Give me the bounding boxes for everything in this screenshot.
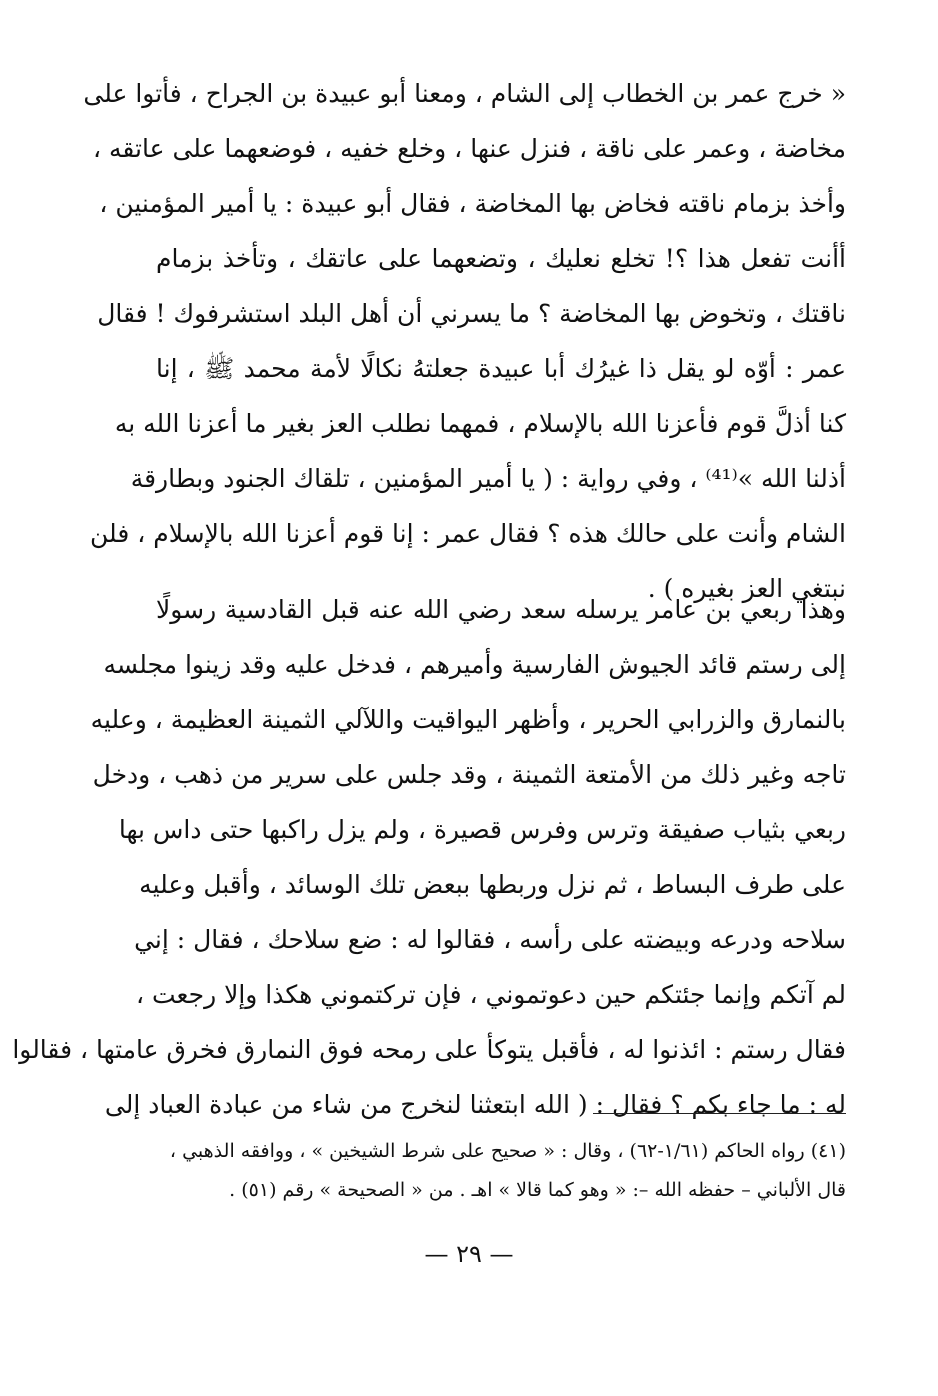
text-line: وهذا ربعي بن عامر يرسله سعد رضي الله عنه قبل القادسية رسولًا bbox=[156, 595, 846, 624]
text-line: ربعي بثياب صفيقة وترس وفرس قصيرة ، ولم يزل راكبها حتى داس بها bbox=[118, 815, 846, 844]
text-line: مخاضة ، وعمر على ناقة ، فنزل عنها ، وخلع خفيه ، فوضعهما على عاتقه ، bbox=[92, 134, 846, 163]
text-line: وأخذ بزمام ناقته فخاض بها المخاضة ، فقال أبو عبيدة : يا أمير المؤمنين ، bbox=[99, 189, 846, 218]
text-line: إلى رستم قائد الجيوش الفارسية وأميرهم ، فدخل عليه وقد زينوا مجلسه bbox=[103, 650, 846, 679]
footnote-line: قال الألباني – حفظه الله –: « وهو كما قالا » اهـ . من « الصحيحة » رقم (٥١) . bbox=[229, 1179, 846, 1201]
paragraph-umar-story bbox=[83, 66, 846, 616]
footnotes bbox=[166, 1132, 846, 1210]
text-line: نبتغي العز بغيره ) . bbox=[647, 574, 846, 603]
text-line: ناقتك ، وتخوض بها المخاضة ؟ ما يسرني أن أهل البلد استشرفوك ! فقال bbox=[97, 299, 846, 328]
text-line: كنا أذلَّ قوم فأعزنا الله بالإسلام ، فمهما نطلب العز بغير ما أعزنا الله به bbox=[114, 409, 846, 438]
footnote-separator bbox=[593, 1113, 846, 1114]
text-line: على طرف البساط ، ثم نزل وربطها ببعض تلك الوسائد ، وأقبل وعليه bbox=[139, 870, 846, 899]
text-line: فقال رستم : ائذنوا له ، فأقبل يتوكأ على رمحه فوق النمارق فخرق عامتها ، فقالوا bbox=[12, 1035, 846, 1064]
text-line: له : ما جاء بكم ؟ فقال : ( الله ابتعثنا لنخرج من شاء من عبادة العباد إلى bbox=[104, 1090, 846, 1119]
text-line: سلاحه ودرعه وبيضته على رأسه ، فقالوا له : ضع سلاحك ، فقال : إني bbox=[134, 925, 846, 954]
text-line: أأنت تفعل هذا ؟! تخلع نعليك ، وتضعهما على عاتقك ، وتأخذ بزمام bbox=[156, 244, 846, 273]
text-line: بالنمارق والزرابي الحرير ، وأظهر اليواقيت واللآلي الثمينة العظيمة ، وعليه bbox=[90, 705, 846, 734]
text-line: أذلنا الله »⁽⁴¹⁾ ، وفي رواية : ( يا أمير المؤمنين ، تلقاك الجنود وبطارقة bbox=[130, 464, 846, 493]
text-line: تاجه وغير ذلك من الأمتعة الثمينة ، وقد جلس على سرير من ذهب ، ودخل bbox=[92, 760, 846, 789]
text-line: الشام وأنت على حالك هذه ؟ فقال عمر : إنا قوم أعزنا الله بالإسلام ، فلن bbox=[90, 519, 846, 548]
text-line: لم آتكم وإنما جئتكم حين دعوتموني ، فإن تركتموني هكذا وإلا رجعت ، bbox=[135, 980, 846, 1009]
text-line: « خرج عمر بن الخطاب إلى الشام ، ومعنا أبو عبيدة بن الجراح ، فأتوا على bbox=[83, 79, 846, 108]
text-line: عمر : أوّه لو يقل ذا غيرُك أبا عبيدة جعلتهُ نكالًا لأمة محمد ﷺ ، إنا bbox=[156, 354, 846, 383]
footnote-line: (٤١) رواه الحاكم (١/٦١-٦٢) ، وقال : « صحيح على شرط الشيخين » ، ووافقه الذهبي ، bbox=[169, 1140, 846, 1162]
paragraph-ribi-story bbox=[12, 582, 846, 1132]
page-number: — ٢٩ — bbox=[424, 1240, 514, 1268]
